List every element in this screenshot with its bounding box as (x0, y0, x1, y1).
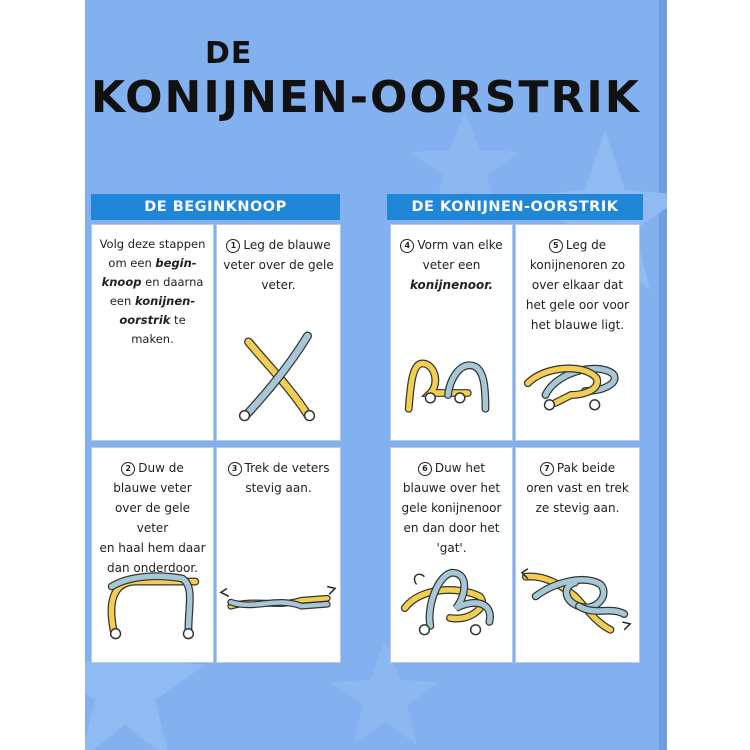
step-6-text: Duw het (434, 461, 486, 475)
step-7-number-icon: 7 (540, 462, 554, 476)
step-6-line-4: en dan door het (403, 521, 500, 535)
step-4-number-icon: 4 (400, 239, 414, 253)
step-5-line-3: over elkaar dat (531, 278, 624, 292)
intro-emphasis: begin- (155, 256, 197, 270)
panel-step-6 (390, 447, 513, 663)
title-line-2: KONIJNEN-OORSTRIK (91, 72, 641, 123)
section-header-beginknoop: DE BEGINKNOOP (91, 194, 340, 220)
arrow-left-icon (221, 588, 229, 596)
title-line-1: DE (205, 36, 253, 71)
step-3-number-icon: 3 (228, 462, 242, 476)
step-2-line-4: en haal hem daar (99, 541, 206, 555)
step-2-number-icon: 2 (121, 462, 135, 476)
intro-line-4 (98, 292, 207, 311)
first-knot-illustration (92, 448, 213, 662)
intro-line-3 (98, 273, 207, 292)
intro-text: om een (108, 256, 156, 270)
step-1-line-3: veter. (261, 278, 296, 292)
crossed-loops-illustration (516, 225, 639, 440)
step-2-line-3: over de gele veter (114, 501, 191, 535)
curved-arrow-icon (414, 574, 424, 584)
step-4-text: Vorm van elke (417, 238, 503, 252)
intro-emphasis: oorstrik (119, 313, 171, 327)
panel-step-3 (216, 447, 341, 663)
intro-line-5 (98, 311, 207, 330)
panel-step-5 (515, 224, 640, 441)
step-7-text: Pak beide (556, 461, 616, 475)
section-header-konijnenoorstrik: DE KONIJNEN-OORSTRIK (387, 194, 643, 220)
poster-page (85, 0, 667, 750)
arrow-right-icon (622, 622, 630, 630)
step-3-text: Trek de veters (244, 461, 330, 475)
step-6-line-3: gele konijnenoor (401, 501, 502, 515)
panel-intro (91, 224, 214, 441)
step-7-line-3: ze stevig aan. (535, 501, 620, 515)
intro-emphasis: konijnen- (134, 294, 196, 308)
tightened-knot-illustration (217, 448, 340, 662)
panel-step-4 (390, 224, 513, 441)
step-3-line-2: stevig aan. (245, 481, 312, 495)
two-loops-illustration (391, 225, 512, 440)
step-1-line-2: veter over de gele (223, 258, 334, 272)
finished-bow-illustration (516, 448, 639, 662)
intro-line-2 (98, 254, 207, 273)
panel-step-2 (91, 447, 214, 663)
intro-text: en daarna (141, 275, 204, 289)
step-6-line-2: blauwe over het (402, 481, 501, 495)
push-through-illustration (391, 448, 512, 662)
step-2-line-2: blauwe veter (113, 481, 192, 495)
panel-step-7 (515, 447, 640, 663)
crossed-laces-illustration (217, 225, 340, 440)
intro-text: te (170, 313, 186, 327)
arrow-right-icon (327, 586, 335, 594)
step-5-number-icon: 5 (549, 239, 563, 253)
intro-emphasis: knoop (101, 275, 142, 289)
step-4-line-2: veter een (422, 258, 481, 272)
step-5-text: Leg de (565, 238, 607, 252)
step-6-number-icon: 6 (418, 462, 432, 476)
step-1-number-icon: 1 (226, 239, 240, 253)
intro-line-1: Volg deze stappen (99, 237, 206, 251)
intro-text: een (109, 294, 135, 308)
step-5-line-4: het gele oor voor (525, 298, 630, 312)
step-2-line-5: dan onderdoor. (106, 561, 198, 575)
step-4-emphasis: konijnenoor. (409, 278, 494, 292)
step-6-line-5: 'gat'. (436, 541, 467, 555)
intro-line-6: maken. (131, 332, 174, 346)
step-5-line-2: konijnenoren zo (529, 258, 626, 272)
step-2-text: Duw de (138, 461, 184, 475)
step-5-line-5: het blauwe ligt. (530, 318, 625, 332)
step-1-text: Leg de blauwe (243, 238, 331, 252)
step-7-line-2: oren vast en trek (526, 481, 629, 495)
panel-step-1 (216, 224, 341, 441)
